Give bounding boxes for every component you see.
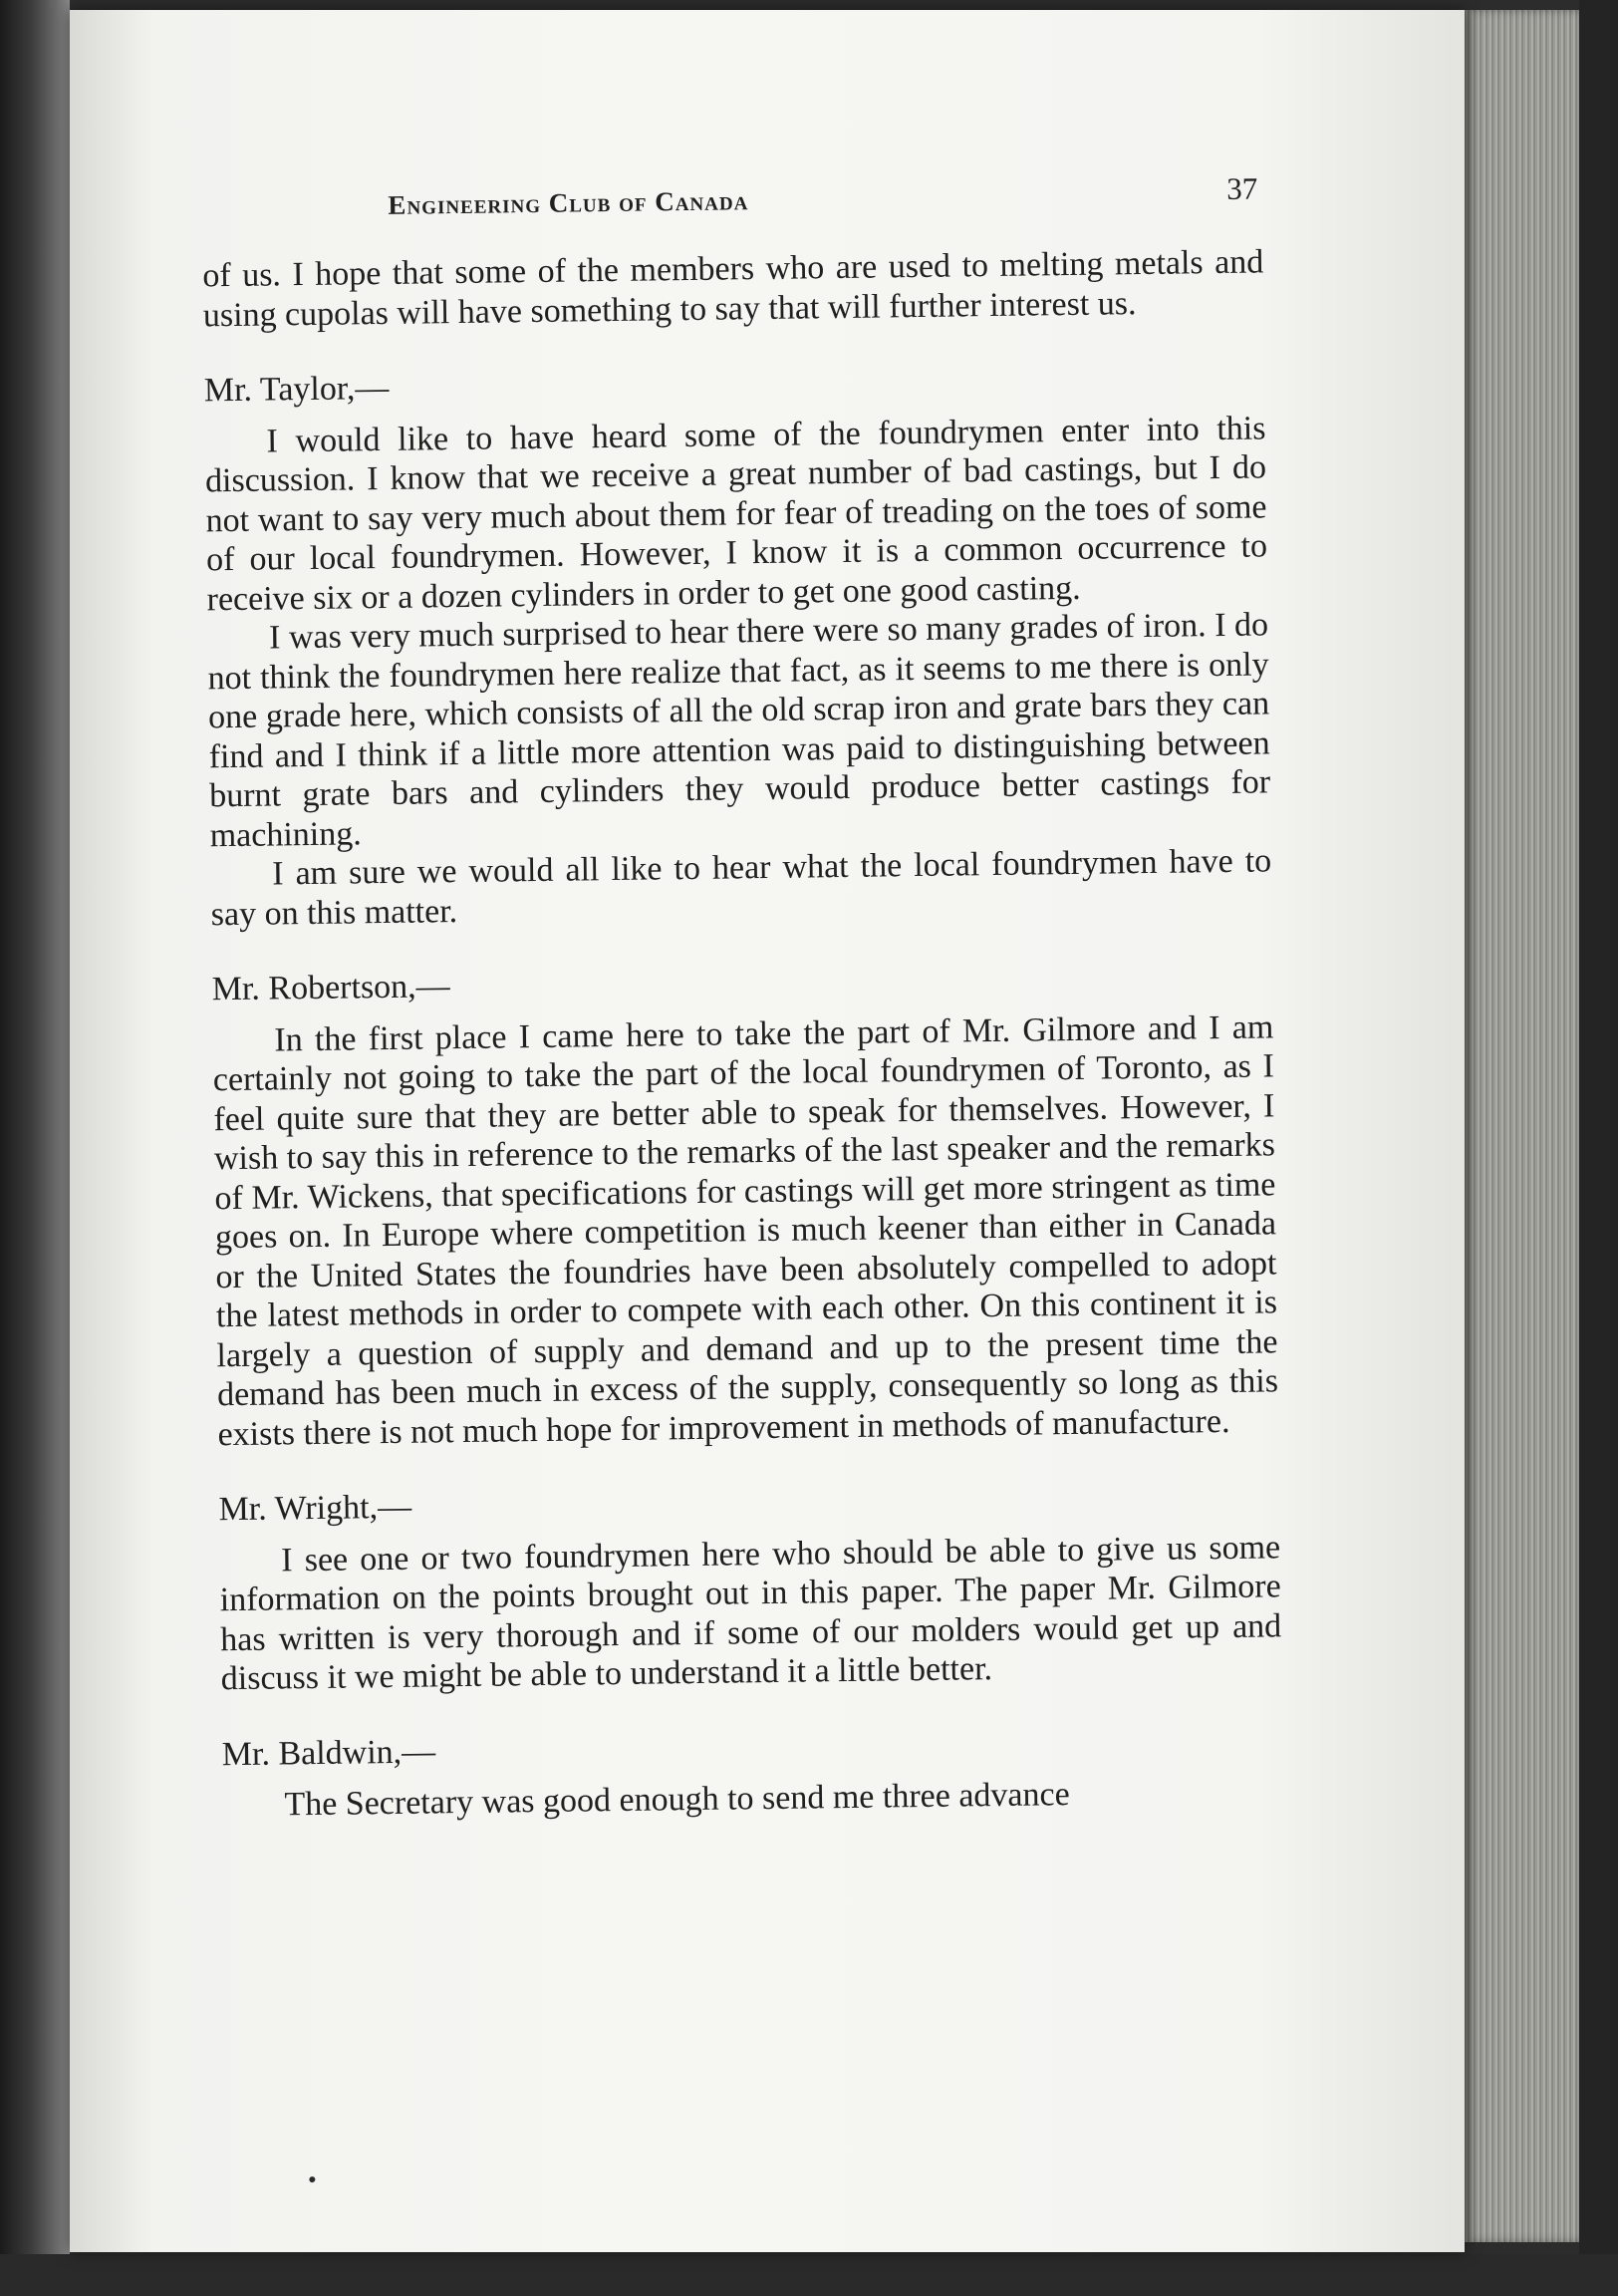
- speech-baldwin: [222, 1721, 1284, 1826]
- speaker-name: Mr. Robertson,—: [211, 968, 450, 1008]
- running-title: Engineering Club of Canada: [388, 185, 749, 220]
- scan-bottom-border: [0, 2254, 1618, 2296]
- paragraph: I see one or two foundrymen here who should be able to give us some information on the points brought out in this paper. The paper Mr. Gilmore has written is very thorough and if some of our molders would get up and discuss it we might be able to understand it a little better.: [219, 1528, 1282, 1698]
- body-text: [202, 242, 1284, 1825]
- paragraph: The Secretary was good enough to send me three advance: [284, 1776, 1070, 1824]
- book-cover-edge: [1579, 0, 1618, 2296]
- paragraph: I am sure we would all like to hear what the local foundrymen have to say on this matter.: [210, 842, 1272, 933]
- paragraph: of us. I hope that some of the members who are used to melting metals and using cupolas will have something to say that will further interest us.: [202, 243, 1264, 334]
- page-edges: [1465, 10, 1579, 2242]
- binding-shadow: [0, 0, 70, 2296]
- speaker-name: Mr. Wright,—: [218, 1488, 412, 1529]
- speech-wright: [218, 1476, 1282, 1698]
- speech-robertson: [211, 956, 1278, 1454]
- continuation-block: [202, 242, 1264, 335]
- page-sheet: [70, 10, 1465, 2252]
- running-head: [208, 170, 1274, 224]
- paragraph: In the first place I came here to take the part of Mr. Gilmore and I am certainly not going to take the part of the local foundrymen of Toronto, as I feel quite sure that they are better able to speak for themselves. However, I wish to say this in reference to the remarks of the last speaker and the remarks of Mr. Wickens, that specifications for castings will get more stringent as time goes on. In Europe where competition is much keener than either in Canada or the United States the foundries have been absolutely compelled to adopt the latest methods in order to compete with each other. On this continent it is largely a question of supply and demand and up to the present time the demand has been much in excess of the supply, consequently so long as this exists there is not much hope for improvement in methods of manufacture.: [212, 1007, 1279, 1453]
- paragraph: I would like to have heard some of the foundrymen enter into this discussion. I know that we receive a great number of bad castings, but I do not want to say very much about them for fear of treading on the toes of some of our local foundrymen. However, I know it is a common occurrence to receive six or a dozen cylinders in order to get one good casting.: [204, 409, 1268, 618]
- paragraph: I was very much surprised to hear there were so many grades of iron. I do not think the foundrymen here realize that fact, as it seems to me there is only one grade here, which consists of all the old scrap iron and grate bars they can find and I think if a little more attention was paid to distinguishing between burnt grate bars and cylinders they would produce better castings for machining.: [207, 606, 1271, 854]
- speaker-name: Mr. Baldwin,—: [221, 1732, 436, 1773]
- speaker-name: Mr. Taylor,—: [203, 369, 390, 410]
- speech-taylor: [204, 357, 1272, 934]
- page-content: [57, 1, 1481, 2261]
- page-number: 37: [1226, 170, 1258, 206]
- ink-speck: [309, 2176, 315, 2182]
